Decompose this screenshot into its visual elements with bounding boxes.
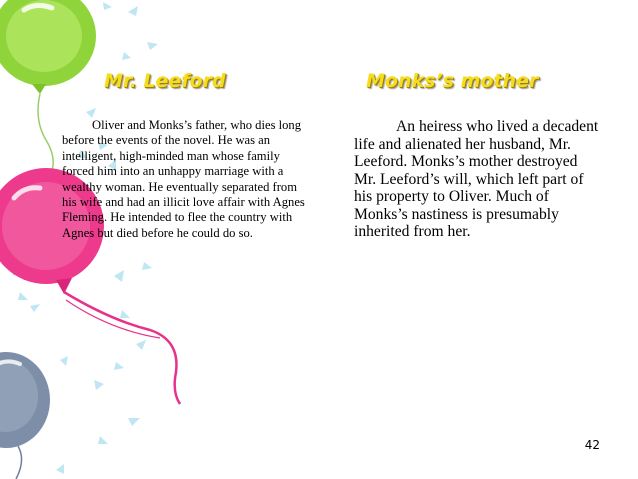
page-number: 42 xyxy=(584,438,600,452)
left-column-body: Oliver and Monks’s father, who dies long before the events of the novel. He was an intelligent, high-minded man whose family forced him into an unhappy marriage with a wealthy woman. He eventually separated from his wife and had an illicit love affair with Agnes Fleming. He intended to flee the country with Agnes but died before he could do so. xyxy=(62,118,305,240)
blue-balloon xyxy=(0,352,50,479)
left-column-heading: Mr. Leeford xyxy=(104,70,226,92)
right-column-heading: Monks’s mother xyxy=(366,70,539,92)
right-column-body: An heiress who lived a decadent life and alienated her husband, Mr. Leeford. Monks’s mother destroyed Mr. Leeford’s will, which left part of his property to Oliver. Much of Monks’s nastiness is presumably inherited from her. xyxy=(354,118,599,240)
